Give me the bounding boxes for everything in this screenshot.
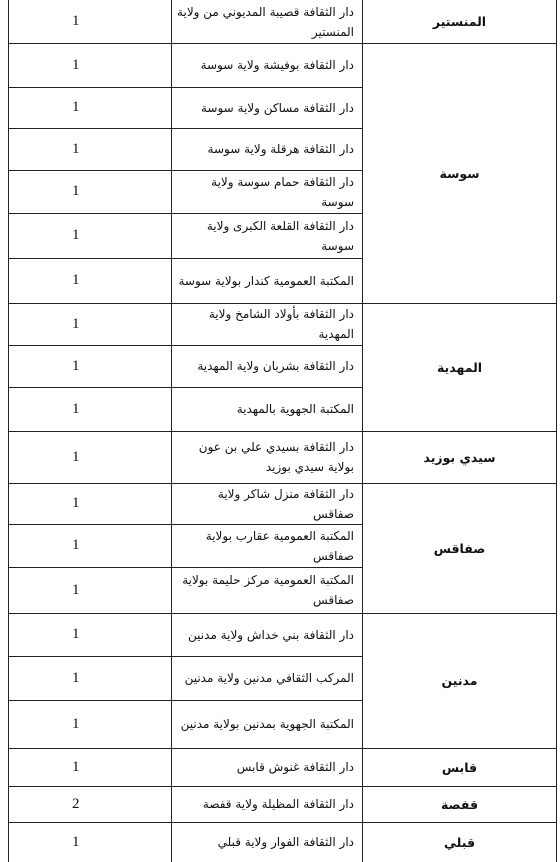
cell-governorate: المهدية bbox=[436, 359, 483, 375]
cell-place: دار الثقافة بني خداش ولاية مدنين bbox=[188, 627, 354, 642]
cell-place: دار الثقافة الفوار ولاية قبلي bbox=[217, 835, 354, 849]
cell-place: دار الثقافة القلعة الكبرى ولاية سوسة bbox=[206, 218, 354, 253]
cell-place: دار الثقافة مساكن ولاية سوسة bbox=[200, 100, 354, 115]
cell-place: دار الثقافة منزل شاكر ولاية صفاقس bbox=[217, 486, 354, 521]
cell-place: المكتبة الجهوية بمدنين بولاية مدنين bbox=[180, 717, 354, 731]
cell-governorate: قابس bbox=[441, 759, 478, 775]
cell-count: 1 bbox=[72, 715, 80, 732]
cell-count: 1 bbox=[72, 357, 80, 374]
cell-count: 1 bbox=[72, 758, 80, 775]
cell-count: 1 bbox=[72, 56, 80, 73]
cell-place: دار الثقافة بشربان ولاية المهدية bbox=[197, 359, 354, 373]
cell-place: المكتبة العمومية عقارب بولاية صفاقس bbox=[205, 528, 354, 563]
cell-place: دار الثقافة المظيلة ولاية قفصة bbox=[202, 797, 354, 811]
cell-count: 1 bbox=[72, 833, 80, 850]
cell-place: دار الثقافة حمام سوسة ولاية سوسة bbox=[211, 174, 354, 209]
cell-count: 1 bbox=[72, 448, 80, 465]
cell-place: دار الثقافة بأولاد الشامخ ولاية المهدية bbox=[208, 307, 354, 341]
cell-count: 1 bbox=[72, 581, 80, 598]
cell-governorate: قبلي bbox=[443, 834, 476, 850]
cell-place: دار الثقافة قصيبة المديوني من ولاية المنستير bbox=[177, 4, 354, 39]
cell-place: المكتبة العمومية مركز حليمة بولاية صفاقس bbox=[182, 573, 354, 607]
cell-place: المكتبة الجهوية بالمهدية bbox=[236, 402, 354, 416]
cell-count: 1 bbox=[72, 537, 80, 553]
cell-place: المكتبة العمومية كندار بولاية سوسة bbox=[178, 273, 354, 288]
cell-governorate: قفصة bbox=[440, 796, 479, 812]
cell-count: 1 bbox=[72, 315, 80, 332]
cell-count: 1 bbox=[72, 99, 80, 115]
cell-count: 1 bbox=[72, 140, 80, 157]
cell-count: 2 bbox=[72, 795, 80, 812]
cell-governorate: صفاقس bbox=[433, 540, 486, 556]
cell-place: دار الثقافة بوفيشة ولاية سوسة bbox=[200, 58, 354, 72]
cell-count: 1 bbox=[72, 626, 80, 642]
cell-place: دار الثقافة هرقلة ولاية سوسة bbox=[207, 142, 354, 156]
cell-place: المركب الثقافي مدنين ولاية مدنين bbox=[184, 671, 354, 685]
cell-count: 1 bbox=[72, 183, 80, 199]
cell-count: 1 bbox=[72, 13, 80, 29]
cell-count: 1 bbox=[72, 272, 80, 288]
cell-count: 1 bbox=[72, 495, 80, 511]
cell-count: 1 bbox=[72, 227, 80, 243]
cell-governorate: سيدي بوزيد bbox=[423, 449, 496, 465]
cell-count: 1 bbox=[72, 669, 80, 686]
cell-count: 1 bbox=[72, 400, 80, 417]
cell-place: دار الثقافة غنوش قابس bbox=[236, 760, 354, 774]
cell-place: دار الثقافة بسيدي علي بن عون بولاية سيدي بوزيد bbox=[198, 440, 354, 474]
cell-governorate: المنستير bbox=[432, 14, 487, 29]
cell-governorate: مدنين bbox=[441, 673, 478, 688]
cell-governorate: سوسة bbox=[439, 165, 480, 181]
